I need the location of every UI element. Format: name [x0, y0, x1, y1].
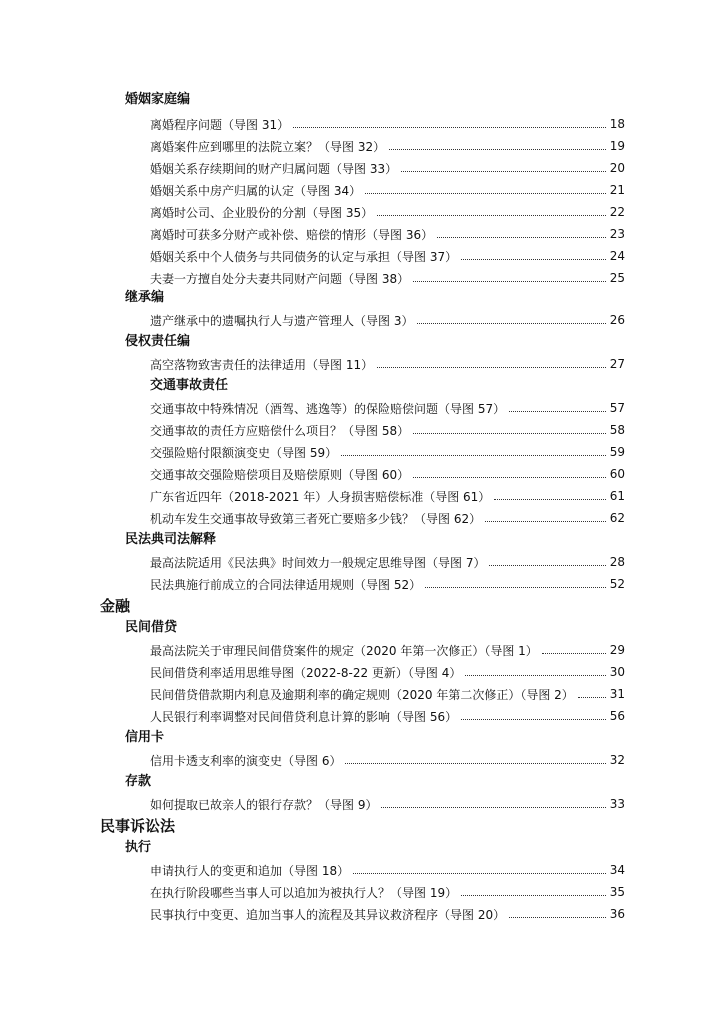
toc-page-number: 25: [609, 271, 625, 285]
dot-leader: [425, 587, 606, 588]
toc-entry: [0, 201, 724, 223]
dot-leader: [465, 675, 605, 676]
toc-page-number: 31: [609, 687, 625, 701]
toc-entry-title: 申请执行人的变更和追加（导图 18）: [150, 863, 350, 878]
toc-page-number: 33: [609, 797, 625, 811]
heading-text: 金融: [100, 597, 131, 615]
toc-entry-line[interactable]: [150, 245, 625, 267]
dot-leader: [377, 367, 606, 368]
dot-leader: [293, 127, 606, 128]
toc-entry: [0, 485, 724, 507]
toc-entry-line[interactable]: [150, 881, 625, 903]
toc-chapter-heading: [0, 837, 724, 859]
toc-entry-line[interactable]: [150, 397, 625, 419]
dot-leader: [542, 653, 606, 654]
heading-text: 民法典司法解释: [125, 532, 217, 547]
toc-chapter-heading: [0, 331, 724, 353]
toc-page-number: 60: [609, 467, 625, 481]
toc-entry-title: 婚姻关系存续期间的财产归属问题（导图 33）: [150, 161, 398, 176]
toc-page-number: 21: [609, 183, 625, 197]
toc-entry-title: 高空落物致害责任的法律适用（导图 11）: [150, 357, 374, 372]
toc-entry-line[interactable]: [150, 903, 625, 925]
toc-page-number: 27: [609, 357, 625, 371]
toc-entry-line[interactable]: [150, 419, 625, 441]
toc-entry-title: 交通事故中特殊情况（酒驾、逃逸等）的保险赔偿问题（导图 57）: [150, 401, 506, 416]
heading-text: 民事诉讼法: [100, 817, 176, 835]
toc-entry: [0, 573, 724, 595]
toc-entry: [0, 881, 724, 903]
toc-entry-title: 交通事故的责任方应赔偿什么项目？（导图 58）: [150, 423, 410, 438]
toc-entry: [0, 267, 724, 289]
toc-page-number: 18: [609, 117, 625, 131]
toc-entry-title: 民间借贷利率适用思维导图（2022-8-22 更新）（导图 4）: [150, 665, 462, 680]
heading-text: 交通事故责任: [150, 378, 229, 393]
toc-chapter-heading: [0, 529, 724, 551]
toc-page-number: 30: [609, 665, 625, 679]
toc-entry-title: 民间借贷借款期内利息及逾期利率的确定规则（2020 年第二次修正）（导图 2）: [150, 687, 574, 702]
toc-page-number: 36: [609, 907, 625, 921]
toc-chapter-heading: [0, 771, 724, 793]
dot-leader: [461, 719, 606, 720]
toc-entry: [0, 661, 724, 683]
toc-page-number: 57: [609, 401, 625, 415]
toc-page-number: 22: [609, 205, 625, 219]
toc-entry: [0, 245, 724, 267]
toc-entry-line[interactable]: [150, 661, 625, 683]
toc-chapter-heading: [0, 89, 724, 111]
toc-entry: [0, 397, 724, 419]
heading-text: 存款: [125, 774, 152, 789]
dot-leader: [461, 259, 606, 260]
toc-entry-title: 民事执行中变更、追加当事人的流程及其异议救济程序（导图 20）: [150, 907, 506, 922]
dot-leader: [461, 895, 606, 896]
toc-entry-title: 最高法院关于审理民间借贷案件的规定（2020 年第一次修正）（导图 1）: [150, 643, 538, 658]
toc-entry-line[interactable]: [150, 441, 625, 463]
heading-text: 继承编: [125, 290, 165, 305]
toc-entry-line[interactable]: [150, 485, 625, 507]
toc-entry-title: 交通事故交强险赔偿项目及赔偿原则（导图 60）: [150, 467, 410, 482]
toc-entry-line[interactable]: [150, 859, 625, 881]
toc-page-number: 61: [609, 489, 625, 503]
dot-leader: [489, 565, 605, 566]
toc-entry: [0, 683, 724, 705]
toc-page-number: 24: [609, 249, 625, 263]
toc-entry: [0, 507, 724, 529]
dot-leader: [389, 149, 606, 150]
toc-entry-line[interactable]: [150, 507, 625, 529]
toc-entry-title: 民法典施行前成立的合同法律适用规则（导图 52）: [150, 577, 422, 592]
toc-entry-line[interactable]: [150, 573, 625, 595]
toc-entry: [0, 463, 724, 485]
toc-entry-line[interactable]: [150, 201, 625, 223]
toc-part-heading: [0, 595, 724, 617]
toc-page-number: 34: [609, 863, 625, 877]
toc-page-number: 59: [609, 445, 625, 459]
toc-entry-line[interactable]: [150, 157, 625, 179]
toc-entry-title: 遗产继承中的遗嘱执行人与遗产管理人（导图 3）: [150, 313, 414, 328]
dot-leader: [494, 499, 605, 500]
toc-chapter-heading: [0, 727, 724, 749]
toc-entry-title: 人民银行利率调整对民间借贷利息计算的影响（导图 56）: [150, 709, 458, 724]
dot-leader: [413, 433, 606, 434]
toc-entry: [0, 903, 724, 925]
toc-entry-line[interactable]: [150, 683, 625, 705]
toc-entry-title: 离婚时可获多分财产或补偿、赔偿的情形（导图 36）: [150, 227, 434, 242]
toc-entry: [0, 749, 724, 771]
dot-leader: [377, 215, 606, 216]
toc-entry: [0, 551, 724, 573]
toc-page-number: 29: [609, 643, 625, 657]
dot-leader: [485, 521, 606, 522]
toc-entry-title: 离婚时公司、企业股份的分割（导图 35）: [150, 205, 374, 220]
toc-entry-title: 在执行阶段哪些当事人可以追加为被执行人？（导图 19）: [150, 885, 458, 900]
toc-entry-line[interactable]: [150, 793, 625, 815]
toc-entry-line[interactable]: [150, 309, 625, 331]
toc-page-number: 52: [609, 577, 625, 591]
toc-entry-line[interactable]: [150, 463, 625, 485]
toc-page-number: 32: [609, 753, 625, 767]
toc-entry-title: 信用卡透支利率的演变史（导图 6）: [150, 753, 342, 768]
toc-part-heading: [0, 815, 724, 837]
toc-entry-line[interactable]: [150, 223, 625, 245]
dot-leader: [401, 171, 606, 172]
heading-text: 执行: [125, 840, 152, 855]
toc-entry: [0, 179, 724, 201]
toc-entry-title: 离婚程序问题（导图 31）: [150, 117, 290, 132]
toc-page-number: 23: [609, 227, 625, 241]
dot-leader: [413, 477, 606, 478]
toc-entry-line[interactable]: [150, 179, 625, 201]
toc-entry-title: 婚姻关系中个人债务与共同债务的认定与承担（导图 37）: [150, 249, 458, 264]
dot-leader: [578, 697, 606, 698]
toc-entry: [0, 419, 724, 441]
dot-leader: [381, 807, 605, 808]
toc-entry-title: 婚姻关系中房产归属的认定（导图 34）: [150, 183, 362, 198]
heading-text: 民间借贷: [125, 620, 178, 635]
toc-entry: [0, 135, 724, 157]
toc-entry-title: 夫妻一方擅自处分夫妻共同财产问题（导图 38）: [150, 271, 410, 286]
toc-entry-title: 广东省近四年（2018-2021 年）人身损害赔偿标准（导图 61）: [150, 489, 491, 504]
dot-leader: [437, 237, 606, 238]
heading-text: 侵权责任编: [125, 334, 191, 349]
toc-entry-title: 离婚案件应到哪里的法院立案？（导图 32）: [150, 139, 386, 154]
toc-entry: [0, 113, 724, 135]
toc-entry: [0, 705, 724, 727]
toc-entry-line[interactable]: [150, 705, 625, 727]
toc-entry: [0, 223, 724, 245]
heading-text: 婚姻家庭编: [125, 92, 191, 107]
toc-page-number: 56: [609, 709, 625, 723]
dot-leader: [413, 281, 606, 282]
toc-page-number: 19: [609, 139, 625, 153]
toc-page-number: 20: [609, 161, 625, 175]
toc-entry-line[interactable]: [150, 135, 625, 157]
toc-entry-line[interactable]: [150, 113, 625, 135]
toc-page-number: 62: [609, 511, 625, 525]
toc-entry: [0, 793, 724, 815]
dot-leader: [365, 193, 606, 194]
toc-entry: [0, 353, 724, 375]
dot-leader: [353, 873, 606, 874]
toc-entry-line[interactable]: [150, 749, 625, 771]
toc-section-heading: [0, 375, 724, 397]
toc-entry-title: 交强险赔付限额演变史（导图 59）: [150, 445, 338, 460]
toc-entry-title: 机动车发生交通事故导致第三者死亡要赔多少钱？（导图 62）: [150, 511, 482, 526]
dot-leader: [341, 455, 606, 456]
toc-entry: [0, 639, 724, 661]
toc-entry-line[interactable]: [150, 639, 625, 661]
toc-entry-line[interactable]: [150, 267, 625, 289]
dot-leader: [417, 323, 605, 324]
toc-entry-line[interactable]: [150, 353, 625, 375]
toc-entry-title: 如何提取已故亲人的银行存款？（导图 9）: [150, 797, 378, 812]
dot-leader: [509, 411, 606, 412]
dot-leader: [509, 917, 606, 918]
toc-entry: [0, 441, 724, 463]
toc-page-number: 26: [609, 313, 625, 327]
toc-page-number: 28: [609, 555, 625, 569]
toc-chapter-heading: [0, 617, 724, 639]
toc-entry-title: 最高法院适用《民法典》时间效力一般规定思维导图（导图 7）: [150, 555, 486, 570]
toc-entry-line[interactable]: [150, 551, 625, 573]
toc-entry: [0, 859, 724, 881]
heading-text: 信用卡: [125, 730, 165, 745]
toc-chapter-heading: [0, 287, 724, 309]
toc-page-number: 35: [609, 885, 625, 899]
toc-entry: [0, 309, 724, 331]
toc-entry: [0, 157, 724, 179]
dot-leader: [345, 763, 605, 764]
toc-page-number: 58: [609, 423, 625, 437]
